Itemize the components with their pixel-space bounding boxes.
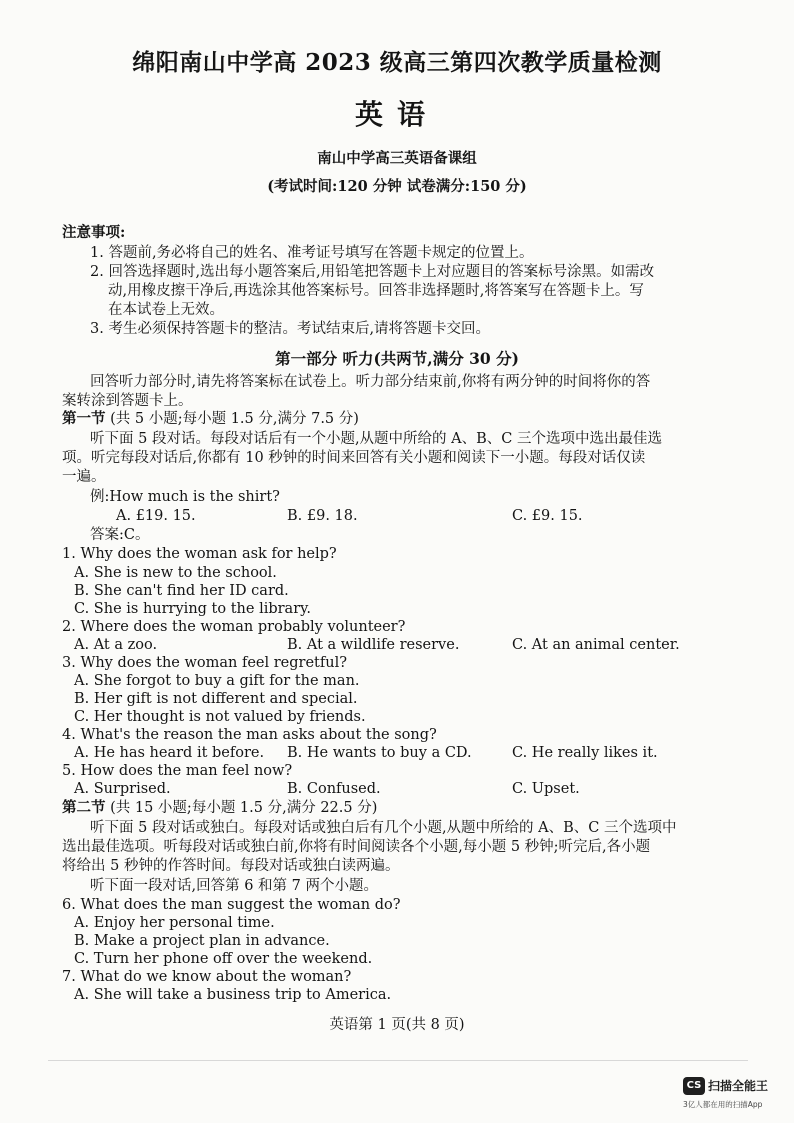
section1-note: (共 5 小题;每小题 1.5 分,满分 7.5 分) [110,411,359,427]
q5-option-b: B. Confused. [287,781,381,797]
question-7: 7. What do we know about the woman? [62,969,352,985]
section1-instruction: 听下面 5 段对话。每段对话后有一个小题,从题中所给的 A、B、C 三个选项中选出最佳选 [90,431,662,447]
q5-option-a: A. Surprised. [74,781,171,797]
q1-option-a: A. She is new to the school. [74,565,277,581]
section2-instruction: 将给出 5 秒钟的作答时间。每段对话或独白读两遍。 [62,858,400,874]
question-2: 2. Where does the woman probably volunteer? [62,619,406,635]
q3-option-a: A. She forgot to buy a gift for the man. [74,673,360,689]
q1-option-c: C. She is hurrying to the library. [74,601,312,617]
part1-intro: 案转涂到答题卡上。 [62,393,193,409]
notice-item: 3. 考生必须保持答题卡的整洁。考试结束后,请将答题卡交回。 [90,321,491,337]
section2-label: 第二节 [62,799,106,816]
q3-option-b: B. Her gift is not different and special. [74,691,358,707]
section2-note: (共 15 小题;每小题 1.5 分,满分 22.5 分) [110,800,378,816]
q3-option-c: C. Her thought is not valued by friends. [74,709,366,725]
section2-instruction: 听下面 5 段对话或独白。每段对话或独白后有几个小题,从题中所给的 A、B、C 三个选项中 [90,820,677,836]
q4-option-a: A. He has heard it before. [74,745,265,761]
example-option-c: C. £9. 15. [512,508,583,524]
example-option-b: B. £9. 18. [287,508,358,524]
q6-option-b: B. Make a project plan in advance. [74,933,330,949]
section1-instruction: 一遍。 [62,469,106,485]
question-1: 1. Why does the woman ask for help? [62,546,337,562]
section2-instruction: 选出最佳选项。听每段对话或独白前,你将有时间阅读各个小题,每小题 5 秒钟;听完后,各小题 [62,839,651,855]
q6-option-a: A. Enjoy her personal time. [74,915,275,931]
notice-item: 动,用橡皮擦干净后,再选涂其他答案标号。回答非选择题时,将答案写在答题卡上。写 [108,283,644,299]
example-option-a: A. £19. 15. [116,508,196,524]
section1-heading [62,410,359,428]
scanner-logo-icon: CS [683,1077,705,1095]
question-6: 6. What does the man suggest the woman do? [62,897,401,913]
notice-item: 1. 答题前,务必将自己的姓名、准考证号填写在答题卡规定的位置上。 [90,245,534,261]
page-divider [48,1060,748,1061]
example-question: 例:How much is the shirt? [90,489,280,505]
part1-heading: 第一部分 听力(共两节,满分 30 分) [275,349,519,368]
question-4: 4. What's the reason the man asks about the song? [62,727,437,743]
exam-title: 绵阳南山中学高 2023 级高三第四次教学质量检测 [132,49,662,76]
scanner-slogan: 3亿人都在用的扫描App [683,1100,763,1109]
section2-heading [62,799,377,817]
question-5: 5. How does the man feel now? [62,763,293,779]
q4-option-c: C. He really likes it. [512,745,658,761]
q2-option-b: B. At a wildlife reserve. [287,637,460,653]
q2-option-a: A. At a zoo. [74,637,158,653]
section2-sub-instruction: 听下面一段对话,回答第 6 和第 7 两个小题。 [90,878,378,894]
question-3: 3. Why does the woman feel regretful? [62,655,347,671]
q4-option-b: B. He wants to buy a CD. [287,745,472,761]
page-footer: 英语第 1 页(共 8 页) [329,1017,465,1033]
q6-option-c: C. Turn her phone off over the weekend. [74,951,373,967]
example-answer: 答案:C。 [90,527,150,543]
scanner-brand: 扫描全能王 [708,1079,769,1093]
q5-option-c: C. Upset. [512,781,580,797]
part1-intro: 回答听力部分时,请先将答案标在试卷上。听力部分结束前,你将有两分钟的时间将你的答 [90,374,651,390]
section1-instruction: 项。听完每段对话后,你都有 10 秒钟的时间来回答有关小题和阅读下一小题。每段对话仅读 [62,450,646,466]
subject-title: 英语 [354,98,439,131]
notice-item: 2. 回答选择题时,选出每小题答案后,用铅笔把答题卡上对应题目的答案标号涂黑。如需改 [90,264,655,280]
q2-option-c: C. At an animal center. [512,637,680,653]
q1-option-b: B. She can't find her ID card. [74,583,289,599]
notice-item: 在本试卷上无效。 [108,302,224,318]
exam-info: (考试时间:120 分钟 试卷满分:150 分) [267,178,527,195]
prep-group: 南山中学高三英语备课组 [317,150,477,167]
notice-heading: 注意事项: [62,224,126,241]
section1-label: 第一节 [62,410,106,427]
q7-option-a: A. She will take a business trip to America. [74,987,392,1003]
